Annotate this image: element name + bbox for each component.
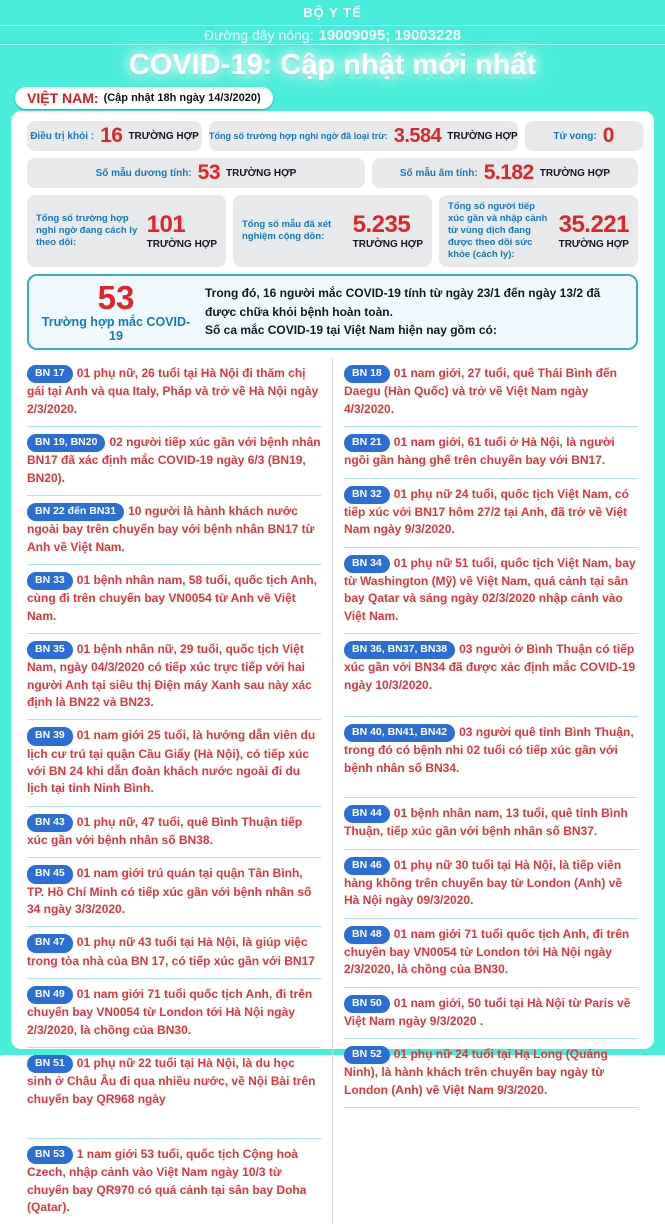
case-text: 01 nam giới trú quán tại quận Tân Bình, TP. Hồ Chí Minh có tiếp xúc gần với bệnh nhân số 34 ngày 3/3/2020. (27, 866, 312, 916)
case-badge: BN 21 (344, 434, 390, 452)
stat-unit: TRƯỜNG HỢP (447, 130, 518, 142)
case-text: 10 người là hành khách nước ngoài bay trên chuyến bay với bệnh nhân BN17 từ Anh về Việt Nam. (27, 504, 315, 554)
case-entry (27, 358, 321, 427)
stats-row-3 (27, 195, 638, 267)
stat-label: Tổng số trường hợp nghi ngờ đang cách ly theo dõi: (36, 213, 138, 248)
summary-line-2: Số ca mắc COVID-19 tại Việt Nam hiện nay gồm có: (205, 323, 497, 338)
stat-value: 0 (602, 124, 614, 147)
stat-unit: TRƯỜNG HỢP (558, 238, 629, 250)
case-text: 01 nam giới 25 tuổi, là hướng dẫn viên du lịch cư trú tại quận Cầu Giấy (Hà Nội), có tiếp xúc với BN 24 khi dẫn đoàn khách nước ngoài đi du lịch tại tỉnh Ninh Bình. (27, 728, 316, 796)
case-text: 01 nam giới, 27 tuổi, quê Thái Bình đến Daegu (Hàn Quốc) và trở về Việt Nam ngày 4/3/2020. (344, 366, 617, 416)
summary-box (27, 274, 638, 350)
case-text: 01 phụ nữ 43 tuổi tại Hà Nội, là giúp việc trong tòa nhà của BN 17, có tiếp xúc gần với BN17 (27, 935, 315, 968)
case-entry (27, 720, 321, 806)
case-badge: BN 52 (344, 1046, 390, 1064)
case-entry (344, 358, 638, 427)
stat-value: 101 (146, 210, 186, 238)
case-entry (344, 919, 638, 988)
stat-unit: TRƯỜNG HỢP (128, 130, 199, 142)
stat-value: 35.221 (558, 210, 629, 238)
case-entry (344, 479, 638, 548)
case-badge: BN 46 (344, 857, 390, 875)
case-badge: BN 45 (27, 865, 73, 883)
page-title: COVID-19: Cập nhật mới nhất (128, 49, 537, 81)
stat-box-suspected-excluded (209, 121, 518, 151)
country-pill (15, 87, 273, 109)
case-text: 03 người ở Bình Thuận có tiếp xúc gần với BN34 đã được xác định mắc COVID-19 ngày 10/3/2020. (344, 642, 636, 692)
case-entry (27, 634, 321, 720)
case-text: 01 phụ nữ, 47 tuổi, quê Bình Thuận tiếp xúc gần với bệnh nhân số BN38. (27, 814, 303, 847)
case-badge: BN 33 (27, 572, 73, 590)
summary-line-1: Trong đó, 16 người mắc COVID-19 tính từ ngày 23/1 đến ngày 13/2 đã được chữa khỏi bệnh hoàn toàn. (205, 286, 601, 319)
cases-column-left (27, 358, 332, 1224)
stat-value: 16 (100, 124, 123, 147)
case-entry (344, 634, 638, 717)
case-text: 01 nam giới 71 tuổi quốc tịch Anh, đi trên chuyến bay VN0054 từ London tới Hà Nội ngày 2/3/2020, là chồng của BN30. (27, 987, 313, 1037)
stat-unit: TRƯỜNG HỢP (226, 167, 297, 179)
case-entry (27, 496, 321, 565)
case-badge: BN 40, BN41, BN42 (344, 724, 455, 742)
stat-value: 53 (197, 161, 220, 184)
case-badge: BN 49 (27, 986, 73, 1004)
stat-box-positive-samples (27, 158, 365, 188)
ministry-band (0, 0, 665, 26)
stat-value: 5.235 (352, 210, 411, 238)
stat-label: Điều trị khỏi : (30, 130, 95, 142)
case-text: 01 nam giới, 61 tuổi ở Hà Nội, là người ngồi gần hàng ghế trên chuyến bay với BN17. (344, 435, 615, 468)
case-badge: BN 35 (27, 641, 73, 659)
case-entry (27, 927, 321, 979)
stats-row-1 (27, 121, 638, 151)
case-count: 53 (97, 279, 135, 316)
stat-box-negative-samples (372, 158, 638, 188)
stats-row-2 (27, 158, 638, 188)
stat-unit: TRƯỜNG HỢP (539, 167, 611, 179)
stat-label: Tổng số người tiếp xúc gần và nhập cảnh từ vùng dịch đang được theo dõi sức khỏe (cách ly): (448, 201, 548, 260)
case-entry (344, 988, 638, 1040)
case-entry (344, 798, 638, 850)
case-badge: BN 32 (344, 486, 390, 504)
case-entry (27, 858, 321, 927)
case-text: 01 phụ nữ 24 tuổi, quốc tịch Việt Nam, có tiếp xúc với BN17 hôm 27/2 tại Anh, đã trở về Việt Nam ngày 9/3/2020. (344, 486, 629, 537)
case-badge: BN 19, BN20 (27, 434, 105, 452)
case-badge: BN 53 (27, 1146, 73, 1164)
stat-unit: TRƯỜNG HỢP (352, 238, 423, 250)
case-badge: BN 18 (344, 365, 390, 383)
case-text: 01 phụ nữ 51 tuổi, quốc tịch Việt Nam, bay từ Washington (Mỹ) về Việt Nam, quá cảnh tại sân bay Qatar và sáng ngày 02/3/2020 nhập cảnh vào Việt Nam. (344, 555, 636, 623)
stat-label: Tử vong: (553, 130, 597, 142)
stat-label: Tổng số trường hợp nghi ngờ đã loại trừ: (209, 131, 388, 141)
case-badge: BN 36, BN37, BN38 (344, 641, 455, 659)
case-text: 1 nam giới 53 tuổi, quốc tịch Cộng hoà Czech, nhập cảnh vào Việt Nam ngày 10/3 từ chuyến bay QR970 có quá cảnh tại sân bay Doha (Qatar). (27, 1147, 307, 1214)
case-badge: BN 43 (27, 814, 73, 832)
stat-unit: TRƯỜNG HỢP (146, 238, 217, 250)
case-entry (27, 1048, 321, 1139)
case-text: 01 phụ nữ, 26 tuổi tại Hà Nội đi thăm chị gái tại Anh và qua Italy, Pháp và trở về Hà Nội ngày 2/3/2020. (27, 366, 319, 416)
case-text: 02 người tiếp xúc gần với bệnh nhân BN17 đã xác định mắc COVID-19 ngày 6/3 (BN19, BN20). (27, 435, 321, 485)
case-entry (344, 717, 638, 798)
case-badge: BN 50 (344, 995, 390, 1013)
case-entry (344, 1039, 638, 1108)
stat-box-deaths (525, 121, 643, 151)
case-entry (344, 850, 638, 919)
case-badge: BN 17 (27, 365, 73, 383)
case-badge: BN 34 (344, 555, 390, 573)
case-entry (27, 979, 321, 1048)
hotline-label: Đường dây nóng: (203, 27, 314, 43)
case-entry (27, 1139, 321, 1224)
case-text: 01 bệnh nhân nam, 58 tuổi, quốc tịch Anh, cùng đi trên chuyến bay VN0054 từ Anh về Việt Nam. (27, 573, 318, 623)
case-text: 01 phụ nữ 30 tuổi tại Hà Nội, là tiếp viên hàng không trên chuyến bay từ London (Anh) về Hà Nội ngày 09/3/2020. (344, 857, 623, 908)
cases-column-right (332, 358, 638, 1224)
case-text: 01 bệnh nhân nữ, 29 tuổi, quốc tịch Việt Nam, ngày 04/3/2020 có tiếp xúc trực tiếp với hai người Anh tại siêu thị Điện máy Xanh sau này xác định là BN22 và BN23. (27, 642, 312, 709)
main-panel (11, 111, 654, 1214)
case-badge: BN 44 (344, 805, 390, 823)
stat-box-contacts-monitored (439, 195, 638, 267)
country-label: VIỆT NAM: (27, 90, 99, 106)
case-badge: BN 22 đến BN31 (27, 503, 124, 521)
case-entry (344, 427, 638, 479)
case-text: 01 bệnh nhân nam, 13 tuổi, quê tỉnh Bình Thuận, tiếp xúc gần với bệnh nhân số BN37. (344, 806, 628, 839)
case-text: 01 nam giới, 50 tuổi tại Hà Nội từ Paris về Việt Nam ngày 9/3/2020 . (344, 995, 631, 1028)
stat-box-total-tested (233, 195, 432, 267)
case-badge: BN 51 (27, 1055, 73, 1073)
update-timestamp: (Cập nhật 18h ngày 14/3/2020) (103, 92, 261, 104)
case-badge: BN 48 (344, 926, 390, 944)
cases-section (27, 358, 638, 1224)
stat-value: 5.182 (483, 161, 534, 184)
ministry-label: BỘ Y TẾ (303, 5, 362, 20)
case-text: 01 phụ nữ 24 tuổi tại Hạ Long (Quảng Ninh), là hành khách trên chuyến bay ngày từ London (Anh) về Việt Nam 9/3/2020. (344, 1047, 608, 1097)
case-entry (27, 565, 321, 634)
hotline-numbers: 19009095; 19003228 (318, 26, 462, 44)
case-entry (27, 807, 321, 859)
stat-value: 3.584 (393, 124, 442, 147)
case-text: 03 người quê tỉnh Bình Thuận, trong đó có bệnh nhi 02 tuổi có tiếp xúc gần với bệnh nhân số BN34. (344, 725, 634, 775)
stat-label: Số mẫu âm tính: (399, 167, 478, 179)
case-entry (27, 427, 321, 496)
case-text: 01 phụ nữ 22 tuổi tại Hà Nội, là du học sinh ở Châu Âu đi qua nhiều nước, về Nội Bài trên chuyến bay QR968 ngày (27, 1056, 316, 1106)
case-badge: BN 39 (27, 727, 73, 745)
case-count-label: Trường hợp mắc COVID-19 (41, 315, 191, 343)
case-entry (344, 548, 638, 634)
stat-label: Số mẫu dương tính: (95, 167, 192, 179)
stat-label: Tổng số mẫu đã xét nghiệm cộng dồn: (242, 219, 332, 242)
case-badge: BN 47 (27, 934, 73, 952)
case-text: 01 nam giới 71 tuổi quốc tịch Anh, đi trên chuyến bay VN0054 từ London tới Hà Nội ngày 2/3/2020, là chồng của BN30. (344, 926, 630, 977)
stat-box-isolated-monitoring (27, 195, 226, 267)
hotline-band (0, 26, 665, 45)
stat-box-recovered (27, 121, 202, 151)
